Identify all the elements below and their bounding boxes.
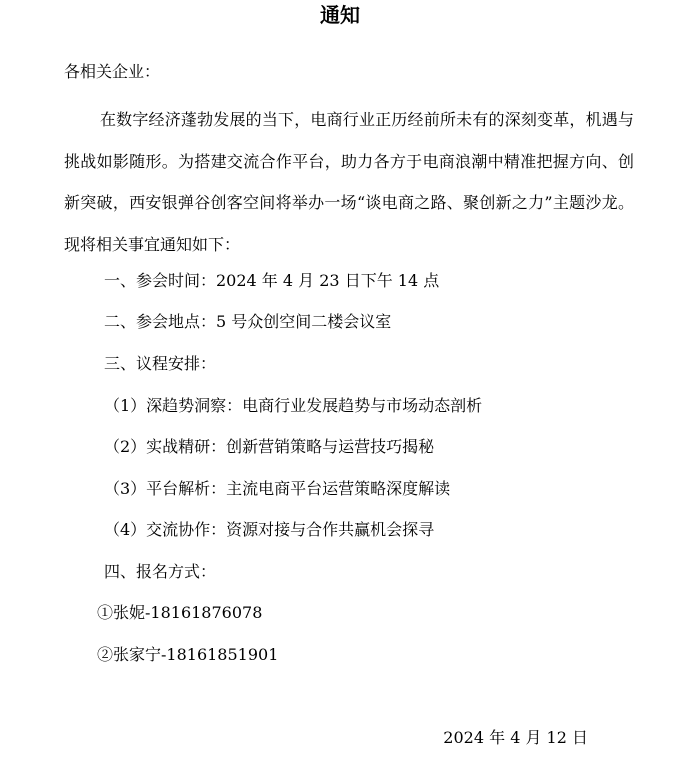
agenda-item: （4）交流协作：资源对接与合作共赢机会探寻 <box>104 520 435 539</box>
salutation: 各相关企业： <box>64 62 161 81</box>
contact-entry: ②张家宁-18161851901 <box>97 645 279 664</box>
agenda-item: （2）实战精研：创新营销策略与运营技巧揭秘 <box>104 437 435 456</box>
item-meeting-location: 二、参会地点：5 号众创空间二楼会议室 <box>104 312 392 331</box>
agenda-item: （3）平台解析：主流电商平台运营策略深度解读 <box>104 479 451 498</box>
agenda-item: （1）深趋势洞察：电商行业发展趋势与市场动态剖析 <box>104 396 483 415</box>
item-agenda-heading: 三、议程安排： <box>104 354 217 373</box>
registration-heading: 四、报名方式： <box>104 562 217 581</box>
notice-date: 2024 年 4 月 12 日 <box>443 728 588 747</box>
document-title: 通知 <box>320 3 360 27</box>
item-meeting-time: 一、参会时间：2024 年 4 月 23 日下午 14 点 <box>104 271 440 290</box>
contact-entry: ①张妮-18161876078 <box>97 603 263 622</box>
intro-paragraph: 在数字经济蓬勃发展的当下，电商行业正历经前所未有的深刻变革，机遇与挑战如影随形。为搭建交流合作平台，助力各方于电商浪潮中精准把握方向、创新突破，西安银弹谷创客空间将举办一场“谈电商之路、聚创新之力”主题沙龙。现将相关事宜通知如下： <box>64 110 634 254</box>
